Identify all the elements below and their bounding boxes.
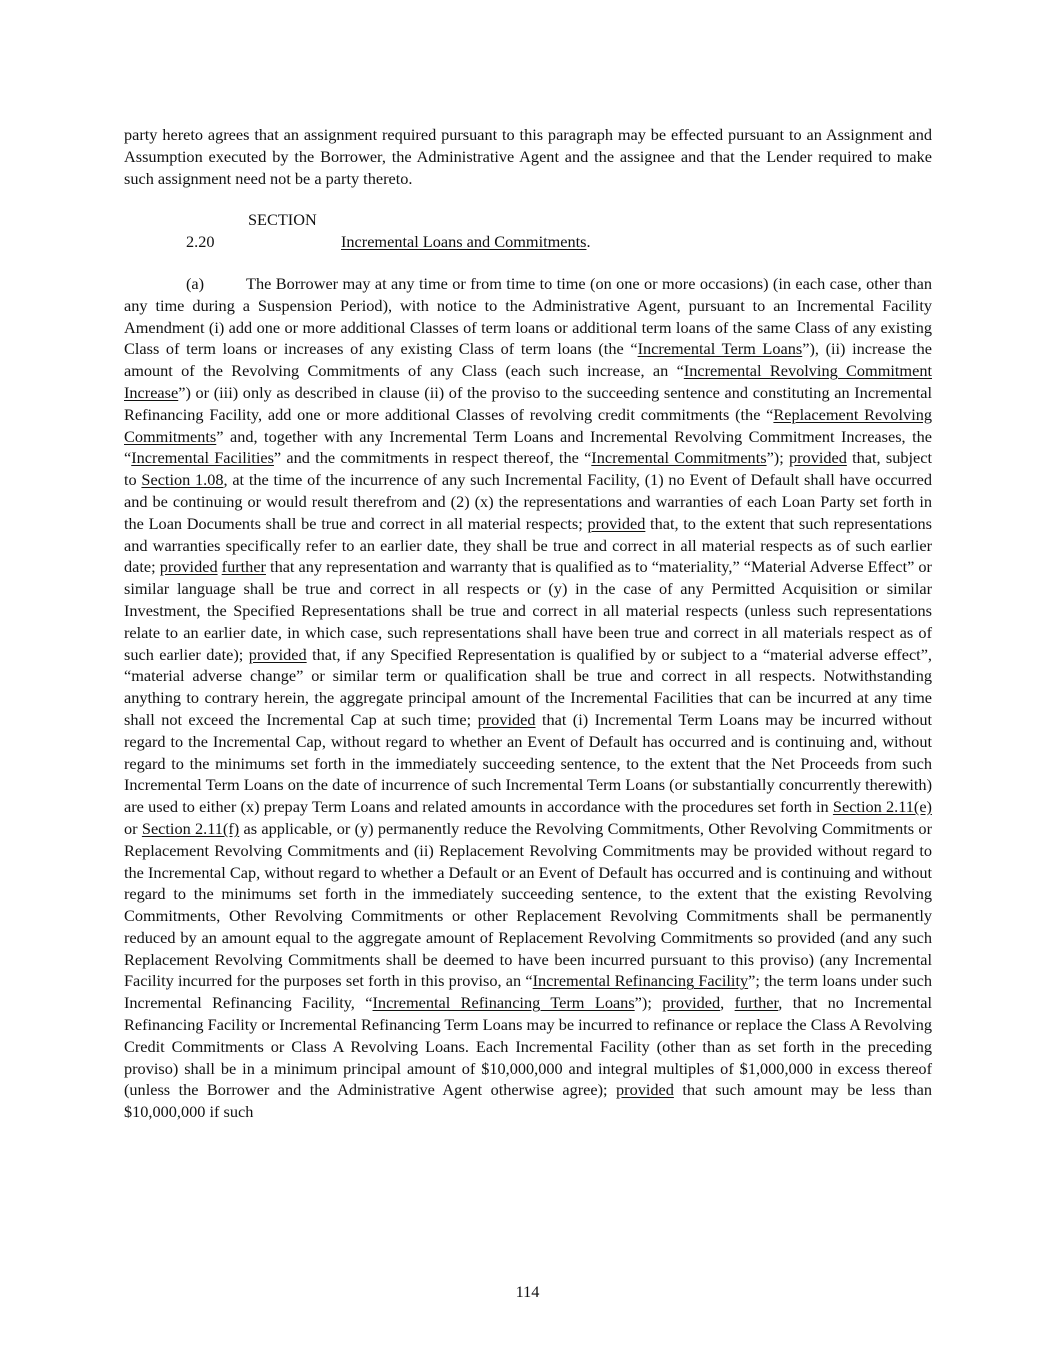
underlined-term: Incremental Term Loans [637, 339, 803, 359]
text-run: that, subject to [124, 448, 932, 490]
underlined-term: provided [248, 644, 307, 664]
text-run: that (i) Incremental Term Loans may be incurred without regard to the Incremental Cap, without regard to whether an Event of Default has occurred and is continuing and, without regard to the minimums set forth in the immediately succeeding sentence, to the extent that the Net Proceeds from such Incremental Term Loans on the date of incurrence of such Incremental Term Loans (or substantially concurrently therewith) are used to either (x) prepay Term Loans and related amounts in accordance with the procedures set forth in [124, 709, 932, 817]
text-run: , [720, 993, 735, 1013]
underlined-term: provided [587, 513, 646, 533]
text-run: that such amount may be less than $10,000,000 if such [124, 1080, 932, 1122]
underlined-term: Section 2.11(e) [832, 797, 932, 817]
underlined-term: Incremental Facilities [131, 448, 274, 468]
underlined-term: provided [477, 709, 536, 729]
section-heading [124, 209, 932, 253]
paragraph-a-label: (a) [186, 273, 205, 293]
section-number: SECTION 2.20 [186, 210, 317, 252]
text-run: ”), (ii) increase the amount of the Revolving Commitments of any Class (each such increase, an “ [124, 339, 932, 381]
text-run: ”; the term loans under such Incremental Refinancing Facility, “ [124, 971, 932, 1013]
text-run: ” and, together with any Incremental Term Loans and Incremental Revolving Commitment Increases, the “ [124, 426, 932, 468]
text-run: that any representation and warranty that is qualified as to “materiality,” “Material Adverse Effect” or similar language shall be true and correct in all respects or (y) in the case of any Permitted Acquisition or similar Investment, the Specified Representations shall be true and correct in all material respects (unless such representations relate to an earlier date, in which case, such representations shall have been true and correct in all materials respect as of such earlier date); [124, 557, 932, 664]
text-run: or [124, 818, 142, 838]
text-run: that, to the extent that such representations and warranties specifically refer to an earlier date, they shall be true and correct in all material respects as of such earlier date; [124, 513, 932, 577]
underlined-term: Incremental Refinancing Facility [532, 971, 749, 991]
document-page [124, 124, 932, 1123]
text-run: , that no Incremental Refinancing Facility or Incremental Refinancing Term Loans may be incurred to refinance or replace the Class A Revolving Credit Commitments or Class A Revolving Loans. Each Incremental Facility (other than as set forth in the preceding proviso) shall be in a minimum principal amount of $10,000,000 and integral multiples of $1,000,000 in excess thereof (unless the Borrower and the Administrative Agent otherwise agree); [124, 993, 933, 1100]
underlined-term: Incremental Revolving Commitment Increase [124, 361, 932, 402]
page-number: 114 [515, 1282, 540, 1301]
underlined-term: provided [662, 993, 721, 1013]
underlined-term: Incremental Refinancing Term Loans [372, 993, 635, 1013]
underlined-term: Section 2.11(f) [141, 818, 240, 838]
text-run: that, if any Specified Representation is qualified by or subject to a “material adverse effect”, “material adverse change” or similar term or qualification shall be true and correct in all respects. Notwithstanding anything to contrary herein, the aggregate principal amount of the Incremental Facilities that can be incurred at any time shall not exceed the Incremental Cap at such time; [124, 644, 933, 729]
section-title: Incremental Loans and Commitments [341, 232, 587, 252]
underlined-term: provided [159, 557, 218, 577]
underlined-term: further [734, 993, 779, 1013]
paragraph-a [124, 273, 932, 1123]
underlined-term: further [221, 557, 266, 577]
text-run: as applicable, or (y) permanently reduce the Revolving Commitments, Other Revolving Commitments or Replacement Revolving Commitments and (ii) Replacement Revolving Commitments may be provided without regard to the Incremental Cap, without regard to whether a Default or an Event of Default has occurred and is continuing and without regard to the minimums set forth in the immediately succeeding sentence, to the extent that the existing Revolving Commitments, Other Revolving Commitments or other Replacement Revolving Commitments shall be permanently reduced by an amount equal to the aggregate amount of Replacement Revolving Commitments so provided (and any such Replacement Revolving Commitments shall be deemed to have been incurred pursuant to this proviso) (any Incremental Facility incurred for the purposes set forth in this proviso, an “ [124, 818, 932, 991]
text-run: , at the time of the incurrence of any such Incremental Facility, (1) no Event of Default shall have occurred and be continuing or would result therefrom and (2) (x) the representations and warranties of each Loan Party set forth in the Loan Documents shall be true and correct in all material respects; [124, 470, 932, 533]
text-run: ”); [766, 448, 789, 468]
underlined-term: Section 1.08 [141, 470, 224, 490]
text-run: ” and the commitments in respect thereof, the “ [273, 448, 592, 468]
underlined-term: Incremental Commitments [591, 448, 767, 468]
underlined-term: Replacement Revolving Commitments [124, 404, 933, 446]
text-run: ”); [634, 993, 663, 1013]
text-run: The Borrower may at any time or from time to time (on one or more occasions) (in each case, other than any time during a Suspension Period), with notice to the Administrative Agent, pursuant to an Incremental Facility Amendment (i) add one or more additional Classes of term loans or additional term loans of the same Class of any existing Class of term loans or increases of any existing Class of term loans (the “ [124, 273, 932, 359]
text-run: ”) or (iii) only as described in clause (ii) of the proviso to the succeeding sentence and constituting an Incremental Refinancing Facility, add one or more additional Classes of revolving credit commitments (the “ [124, 382, 932, 424]
section-title-period: . [586, 232, 591, 252]
underlined-term: provided [616, 1080, 674, 1100]
paragraph-continuation: party hereto agrees that an assignment required pursuant to this paragraph may be effected pursuant to an Assignment and Assumption executed by the Borrower, the Administrative Agent and the assignee and that the Lender required to make such assignment need not be a party thereto. [124, 125, 932, 188]
underlined-term: provided [789, 448, 847, 468]
